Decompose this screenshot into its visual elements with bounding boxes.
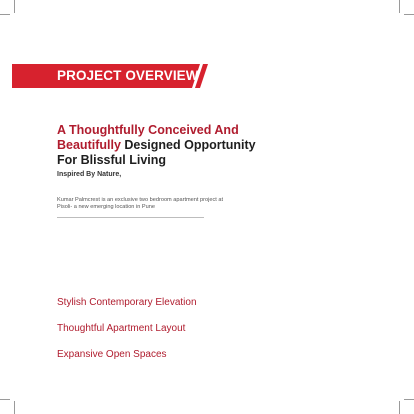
headline-line-3: For Blissful Living — [57, 153, 167, 167]
crop-mark-bottom-left-h — [0, 399, 10, 400]
feature-item: Thoughtful Apartment Layout — [57, 323, 186, 334]
crop-mark-bottom-right-h — [404, 399, 414, 400]
headline-line-2-accent: Beautifully — [57, 138, 121, 152]
headline-line-2-rest: Designed Opportunity — [120, 138, 256, 152]
headline-line-1: A Thoughtfully Conceived And — [57, 123, 239, 137]
headline — [57, 123, 317, 168]
crop-mark-top-right — [399, 0, 400, 13]
crop-mark-top-left — [14, 0, 15, 13]
section-banner — [12, 64, 208, 88]
crop-mark-bottom-left — [14, 401, 15, 414]
crop-mark-bottom-right — [399, 401, 400, 414]
crop-mark-top-left-h — [0, 14, 10, 15]
divider — [57, 217, 204, 218]
crop-mark-top-right-h — [404, 14, 414, 15]
project-description: Kumar Palmcrest is an exclusive two bedroom apartment project at Pisoli- a new emerging location in Pune — [57, 197, 224, 211]
feature-item: Expansive Open Spaces — [57, 349, 167, 360]
feature-list — [57, 297, 197, 362]
tagline: Inspired By Nature, — [57, 171, 122, 178]
feature-item: Stylish Contemporary Elevation — [57, 297, 197, 308]
banner-title: PROJECT OVERVIEW — [57, 68, 199, 83]
